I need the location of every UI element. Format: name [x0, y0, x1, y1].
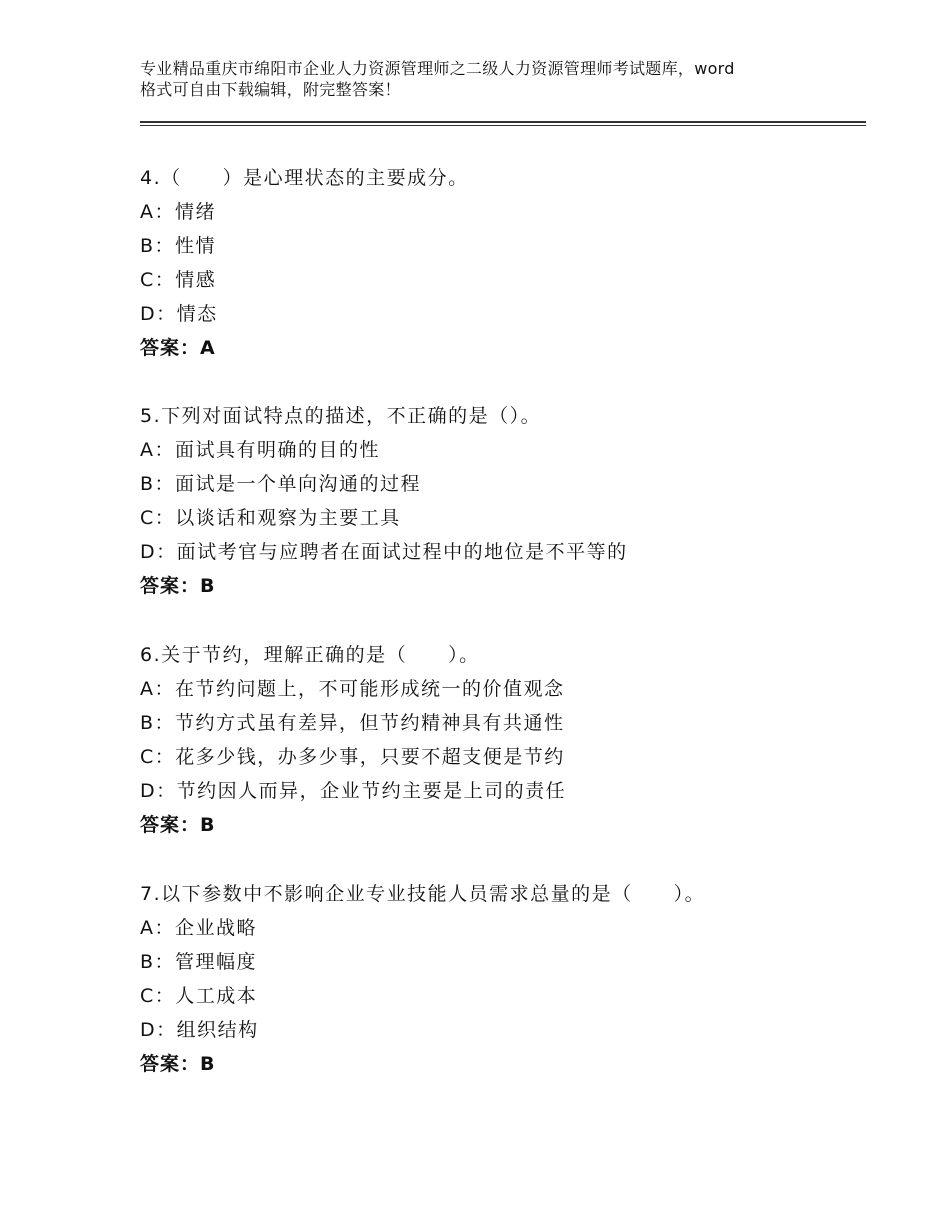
- question-stem: 5.下列对面试特点的描述，不正确的是（）。: [140, 405, 542, 427]
- option-a: A：企业战略: [140, 917, 257, 939]
- option-c: C：情感: [140, 269, 217, 291]
- question-5: [140, 399, 860, 603]
- answer: 答案：B: [140, 575, 216, 597]
- question-stem: 4.（ ）是心理状态的主要成分。: [140, 167, 469, 189]
- answer: 答案：A: [140, 337, 216, 359]
- question-stem: 7.以下参数中不影响企业专业技能人员需求总量的是（ ）。: [140, 883, 706, 905]
- question-7: [140, 877, 860, 1081]
- option-d: D：情态: [140, 303, 218, 325]
- option-b: B：管理幅度: [140, 951, 258, 973]
- option-d: D：面试考官与应聘者在面试过程中的地位是不平等的: [140, 541, 628, 563]
- question-stem: 6.关于节约，理解正确的是（ ）。: [140, 644, 480, 666]
- question-6: [140, 638, 860, 842]
- header-divider-thin: [140, 125, 866, 126]
- option-b: B：面试是一个单向沟通的过程: [140, 473, 422, 495]
- option-d: D：节约因人而异，企业节约主要是上司的责任: [140, 780, 567, 802]
- question-4: [140, 161, 860, 365]
- header-line-1: 专业精品重庆市绵阳市企业人力资源管理师之二级人力资源管理师考试题库，word: [140, 59, 735, 78]
- option-c: C：人工成本: [140, 985, 258, 1007]
- option-c: C：花多少钱，办多少事，只要不超支便是节约: [140, 746, 565, 768]
- option-a: A：面试具有明确的目的性: [140, 439, 380, 461]
- option-a: A：情绪: [140, 201, 216, 223]
- option-c: C：以谈话和观察为主要工具: [140, 507, 401, 529]
- option-a: A：在节约问题上，不可能形成统一的价值观念: [140, 678, 565, 700]
- option-b: B：性情: [140, 235, 217, 257]
- header-line-2: 格式可自由下载编辑，附完整答案！: [140, 80, 401, 99]
- answer: 答案：B: [140, 1053, 216, 1075]
- option-d: D：组织结构: [140, 1019, 259, 1041]
- answer: 答案：B: [140, 814, 216, 836]
- header-divider-thick: [140, 121, 866, 123]
- document-header: [140, 58, 840, 100]
- option-b: B：节约方式虽有差异，但节约精神具有共通性: [140, 712, 565, 734]
